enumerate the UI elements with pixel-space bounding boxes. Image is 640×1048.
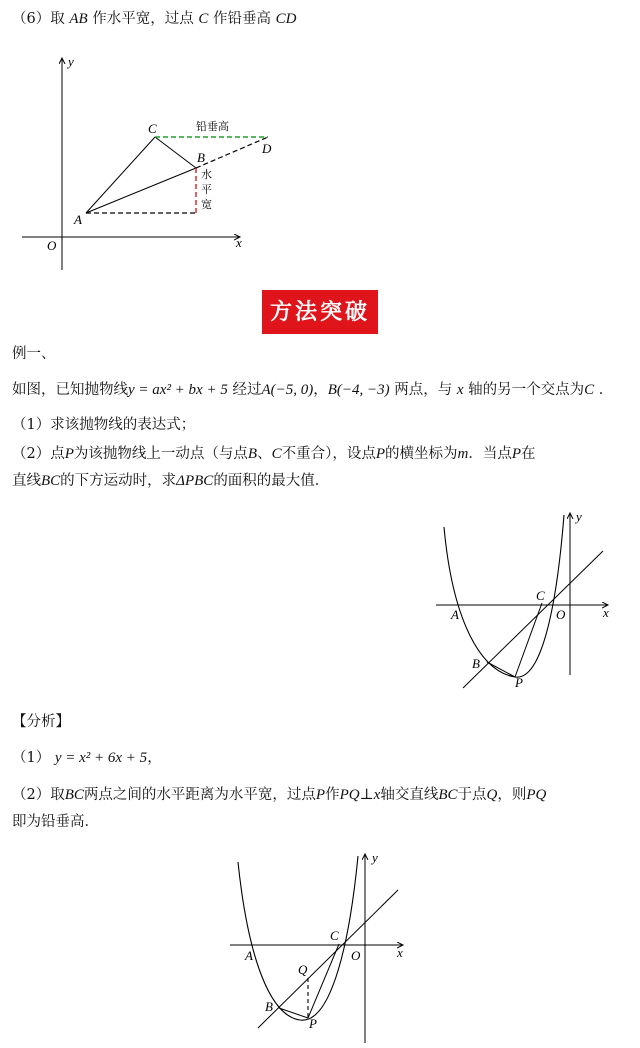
point-c-label: C <box>330 928 339 943</box>
point-b-label: B <box>265 999 273 1014</box>
point-p-label: P <box>515 675 523 690</box>
y-label: y <box>576 509 582 524</box>
y-label: y <box>68 54 74 69</box>
question-1: （1）求该抛物线的表达式； <box>12 417 196 433</box>
point-a-label: A <box>74 212 82 227</box>
origin-label: O <box>47 238 57 253</box>
point-b-label: B <box>472 656 480 671</box>
horizontal-width-label-1: 水 <box>201 168 212 181</box>
horizontal-width-label-3: 宽 <box>201 198 212 211</box>
figure-horizontal-width-vertical-height <box>0 0 640 290</box>
x-label: x <box>603 605 609 620</box>
origin-label: O <box>351 948 361 963</box>
point-p-label: P <box>309 1016 317 1031</box>
point-q-label: Q <box>298 962 308 977</box>
figure-parabola-analysis <box>0 848 640 1048</box>
point-d-label: D <box>262 141 272 156</box>
origin-label: O <box>556 607 566 622</box>
horizontal-width-label-2: 平 <box>201 183 212 196</box>
y-label: y <box>372 850 378 865</box>
analysis-2-line-1: （2）取BC两点之间的水平距离为水平宽，过点P作PQ⊥x轴交直线BC于点Q，则PQ <box>12 787 547 803</box>
vertical-height-label: 铅垂高 <box>196 120 229 133</box>
step-6-text: （6）取 AB 作水平宽，过点 C 作铅垂高 CD <box>12 11 297 27</box>
point-c-label: C <box>536 588 545 603</box>
question-2-line-2: 直线BC的下方运动时，求ΔPBC的面积的最大值． <box>12 473 330 489</box>
method-banner: 方法突破 <box>262 290 378 334</box>
point-a-label: A <box>245 948 253 963</box>
example-statement: 如图，已知抛物线y = ax² + bx + 5 经过A(−5, 0)，B(−4, −3) 两点，与 x 轴的另一个交点为C ． <box>12 382 614 398</box>
example-title: 例一、 <box>12 346 56 362</box>
point-c-label: C <box>148 121 157 136</box>
point-a-label: A <box>451 607 459 622</box>
figure-parabola-example <box>0 505 640 705</box>
x-label: x <box>397 945 403 960</box>
analysis-1: （1） y = x² + 6x + 5， <box>12 750 162 766</box>
question-2-line-1: （2）点P为该抛物线上一动点（与点B、C不重合），设点P的横坐标为m．当点P在 <box>12 446 536 462</box>
point-b-label: B <box>197 150 205 165</box>
analysis-title: 【分析】 <box>12 714 70 730</box>
analysis-2-line-2: 即为铅垂高． <box>12 814 99 830</box>
x-label: x <box>236 235 242 250</box>
